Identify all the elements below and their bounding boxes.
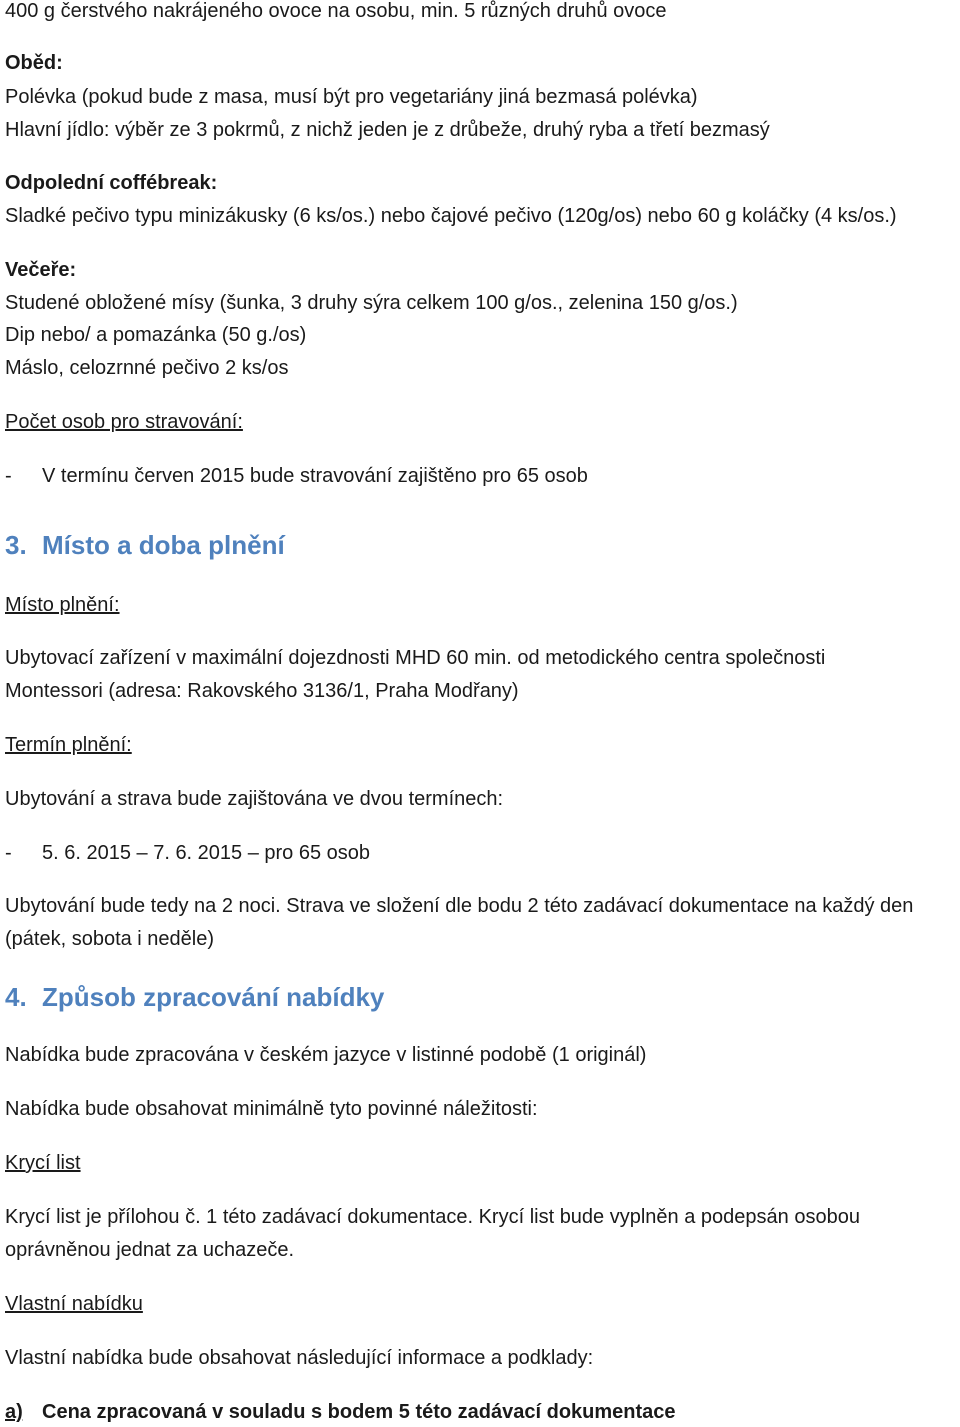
- persons-heading: Počet osob pro stravování:: [5, 411, 243, 433]
- lunch-main-line: Hlavní jídlo: výběr ze 3 pokrmů, z nichž jeden je z drůbeže, druhý ryba a třetí bezmasý: [5, 119, 770, 141]
- dinner-heading: Večeře:: [5, 259, 77, 281]
- term-intro: Ubytování a strava bude zajištována ve dvou termínech:: [5, 788, 504, 810]
- dash-bullet: -: [5, 465, 12, 487]
- lunch-soup-line: Polévka (pokud bude z masa, musí být pro vegetariány jiná bezmasá polévka): [5, 86, 698, 108]
- term-list-item: [5, 840, 370, 866]
- dinner-line-3: Máslo, celozrnné pečivo 2 ks/os: [5, 357, 289, 379]
- term-heading: Termín plnění:: [5, 734, 132, 756]
- fruit-line: 400 g čerstvého nakrájeného ovoce na osobu, min. 5 různých druhů ovoce: [5, 0, 667, 22]
- section-3-number: 3.: [5, 530, 27, 560]
- lunch-heading: Oběd:: [5, 52, 63, 74]
- coffee-break-line: Sladké pečivo typu minizákusky (6 ks/os.) nebo čajové pečivo (120g/os) nebo 60 g koláčky (4 ks/os.): [5, 205, 897, 227]
- persons-list-item: [5, 463, 588, 489]
- section-4-title: Způsob zpracování nabídky: [42, 982, 385, 1012]
- cover-sheet-line-2: oprávněnou jednat za uchazeče.: [5, 1239, 295, 1261]
- own-offer-item-a: [5, 1399, 676, 1425]
- dinner-line-2: Dip nebo/ a pomazánka (50 g./os): [5, 324, 307, 346]
- persons-item-text: V termínu červen 2015 bude stravování zajištěno pro 65 osob: [42, 465, 588, 487]
- place-line-2: Montessori (adresa: Rakovského 3136/1, Praha Modřany): [5, 680, 519, 702]
- section-4-heading: [5, 981, 384, 1013]
- nights-line-2: (pátek, sobota i neděle): [5, 928, 215, 950]
- dash-bullet: -: [5, 842, 12, 864]
- item-a-text: Cena zpracovaná v souladu s bodem 5 této zadávací dokumentace: [42, 1401, 676, 1423]
- place-line-1: Ubytovací zařízení v maximální dojezdnosti MHD 60 min. od metodického centra společnosti: [5, 647, 826, 669]
- term-item-text: 5. 6. 2015 – 7. 6. 2015 – pro 65 osob: [42, 842, 371, 864]
- own-offer-heading: Vlastní nabídku: [5, 1293, 143, 1315]
- section-4-number: 4.: [5, 982, 27, 1012]
- item-a-marker: a): [5, 1401, 23, 1423]
- offer-requirements-line: Nabídka bude obsahovat minimálně tyto povinné náležitosti:: [5, 1098, 538, 1120]
- nights-line-1: Ubytování bude tedy na 2 noci. Strava ve složení dle bodu 2 této zadávací dokumentace na každý den: [5, 895, 914, 917]
- place-heading: Místo plnění:: [5, 594, 120, 616]
- own-offer-line: Vlastní nabídka bude obsahovat následující informace a podklady:: [5, 1347, 594, 1369]
- section-3-heading: [5, 529, 285, 561]
- cover-sheet-heading: Krycí list: [5, 1152, 81, 1174]
- dinner-line-1: Studené obložené mísy (šunka, 3 druhy sýra celkem 100 g/os., zelenina 150 g/os.): [5, 292, 738, 314]
- section-3-title: Místo a doba plnění: [42, 530, 285, 560]
- cover-sheet-line-1: Krycí list je přílohou č. 1 této zadávací dokumentace. Krycí list bude vyplněn a podepsán osobou: [5, 1206, 860, 1228]
- coffee-break-heading: Odpolední coffébreak:: [5, 172, 218, 194]
- offer-language-line: Nabídka bude zpracována v českém jazyce v listinné podobě (1 originál): [5, 1044, 647, 1066]
